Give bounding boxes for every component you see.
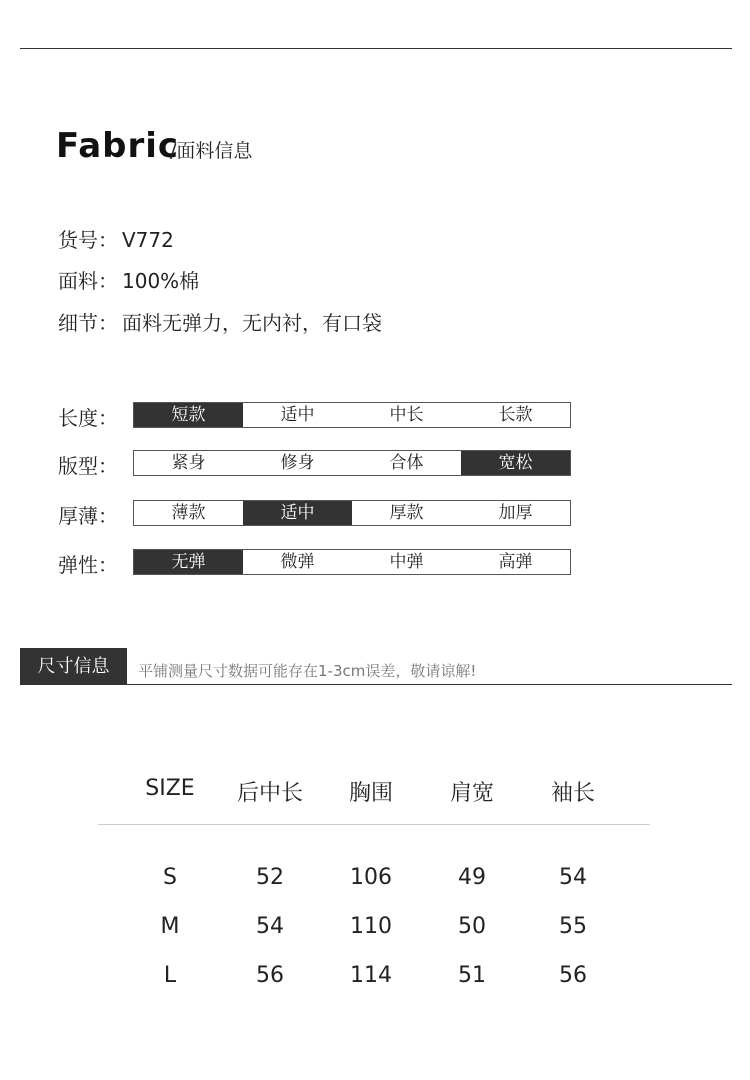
attr-scale-length bbox=[133, 402, 571, 428]
info-item-code bbox=[58, 224, 174, 253]
info-item-details bbox=[58, 307, 382, 336]
attr-option: 无弹 bbox=[134, 550, 243, 574]
table-cell: 56 bbox=[256, 963, 284, 988]
table-header: SIZE bbox=[145, 776, 195, 801]
table-header-divider bbox=[98, 824, 650, 825]
fabric-title: Fabric bbox=[56, 126, 180, 166]
info-value: 面料无弹力，无内衬，有口袋 bbox=[122, 311, 382, 335]
table-cell: 56 bbox=[559, 963, 587, 988]
size-section-tag: 尺寸信息 bbox=[20, 648, 127, 685]
table-header: 后中长 bbox=[236, 781, 303, 806]
attr-option: 短款 bbox=[134, 403, 243, 427]
table-header: 肩宽 bbox=[449, 781, 494, 806]
table-cell: 52 bbox=[256, 865, 284, 890]
attr-scale-fit bbox=[133, 450, 571, 476]
attr-option: 适中 bbox=[243, 501, 352, 525]
info-label: 货号： bbox=[58, 228, 118, 252]
info-item-fabric bbox=[58, 265, 199, 294]
attr-label-fit: 版型： bbox=[58, 454, 118, 478]
attr-option: 宽松 bbox=[461, 451, 570, 475]
table-cell: 110 bbox=[350, 914, 392, 939]
attr-option: 适中 bbox=[280, 405, 315, 425]
attr-scale-thickness bbox=[133, 500, 571, 526]
info-value: V772 bbox=[122, 228, 174, 252]
table-header: 袖长 bbox=[550, 781, 595, 806]
attr-scale-elasticity bbox=[133, 549, 571, 575]
table-cell-size: L bbox=[163, 963, 177, 988]
attr-option: 薄款 bbox=[171, 503, 206, 523]
attr-label-thickness: 厚薄： bbox=[58, 504, 118, 528]
attr-option: 中弹 bbox=[389, 552, 424, 572]
table-header: 胸围 bbox=[348, 781, 393, 806]
info-value: 100%棉 bbox=[122, 269, 200, 293]
table-cell: 55 bbox=[559, 914, 587, 939]
attr-option: 合体 bbox=[389, 453, 424, 473]
table-cell: 49 bbox=[458, 865, 486, 890]
attr-option: 厚款 bbox=[389, 503, 424, 523]
info-label: 面料： bbox=[58, 269, 118, 293]
table-cell: 106 bbox=[350, 865, 392, 890]
table-cell: 50 bbox=[458, 914, 486, 939]
table-cell: 51 bbox=[458, 963, 486, 988]
size-section-note: 平铺测量尺寸数据可能存在1-3cm误差，敬请谅解! bbox=[138, 662, 477, 680]
top-divider bbox=[20, 48, 732, 49]
table-cell: 114 bbox=[350, 963, 392, 988]
table-cell-size: M bbox=[160, 914, 180, 939]
attr-option: 紧身 bbox=[171, 453, 206, 473]
info-label: 细节： bbox=[58, 311, 118, 335]
attr-option: 加厚 bbox=[498, 503, 533, 523]
fabric-subtitle: /面料信息 bbox=[170, 140, 253, 162]
attr-option: 微弹 bbox=[280, 552, 315, 572]
table-cell-size: S bbox=[163, 865, 177, 890]
attr-label-length: 长度： bbox=[58, 406, 118, 430]
attr-option: 中长 bbox=[389, 405, 424, 425]
table-cell: 54 bbox=[256, 914, 284, 939]
attr-option: 修身 bbox=[280, 453, 315, 473]
attr-option: 长款 bbox=[498, 405, 533, 425]
attr-label-elasticity: 弹性： bbox=[58, 553, 118, 577]
attr-option: 高弹 bbox=[498, 552, 533, 572]
table-cell: 54 bbox=[559, 865, 587, 890]
